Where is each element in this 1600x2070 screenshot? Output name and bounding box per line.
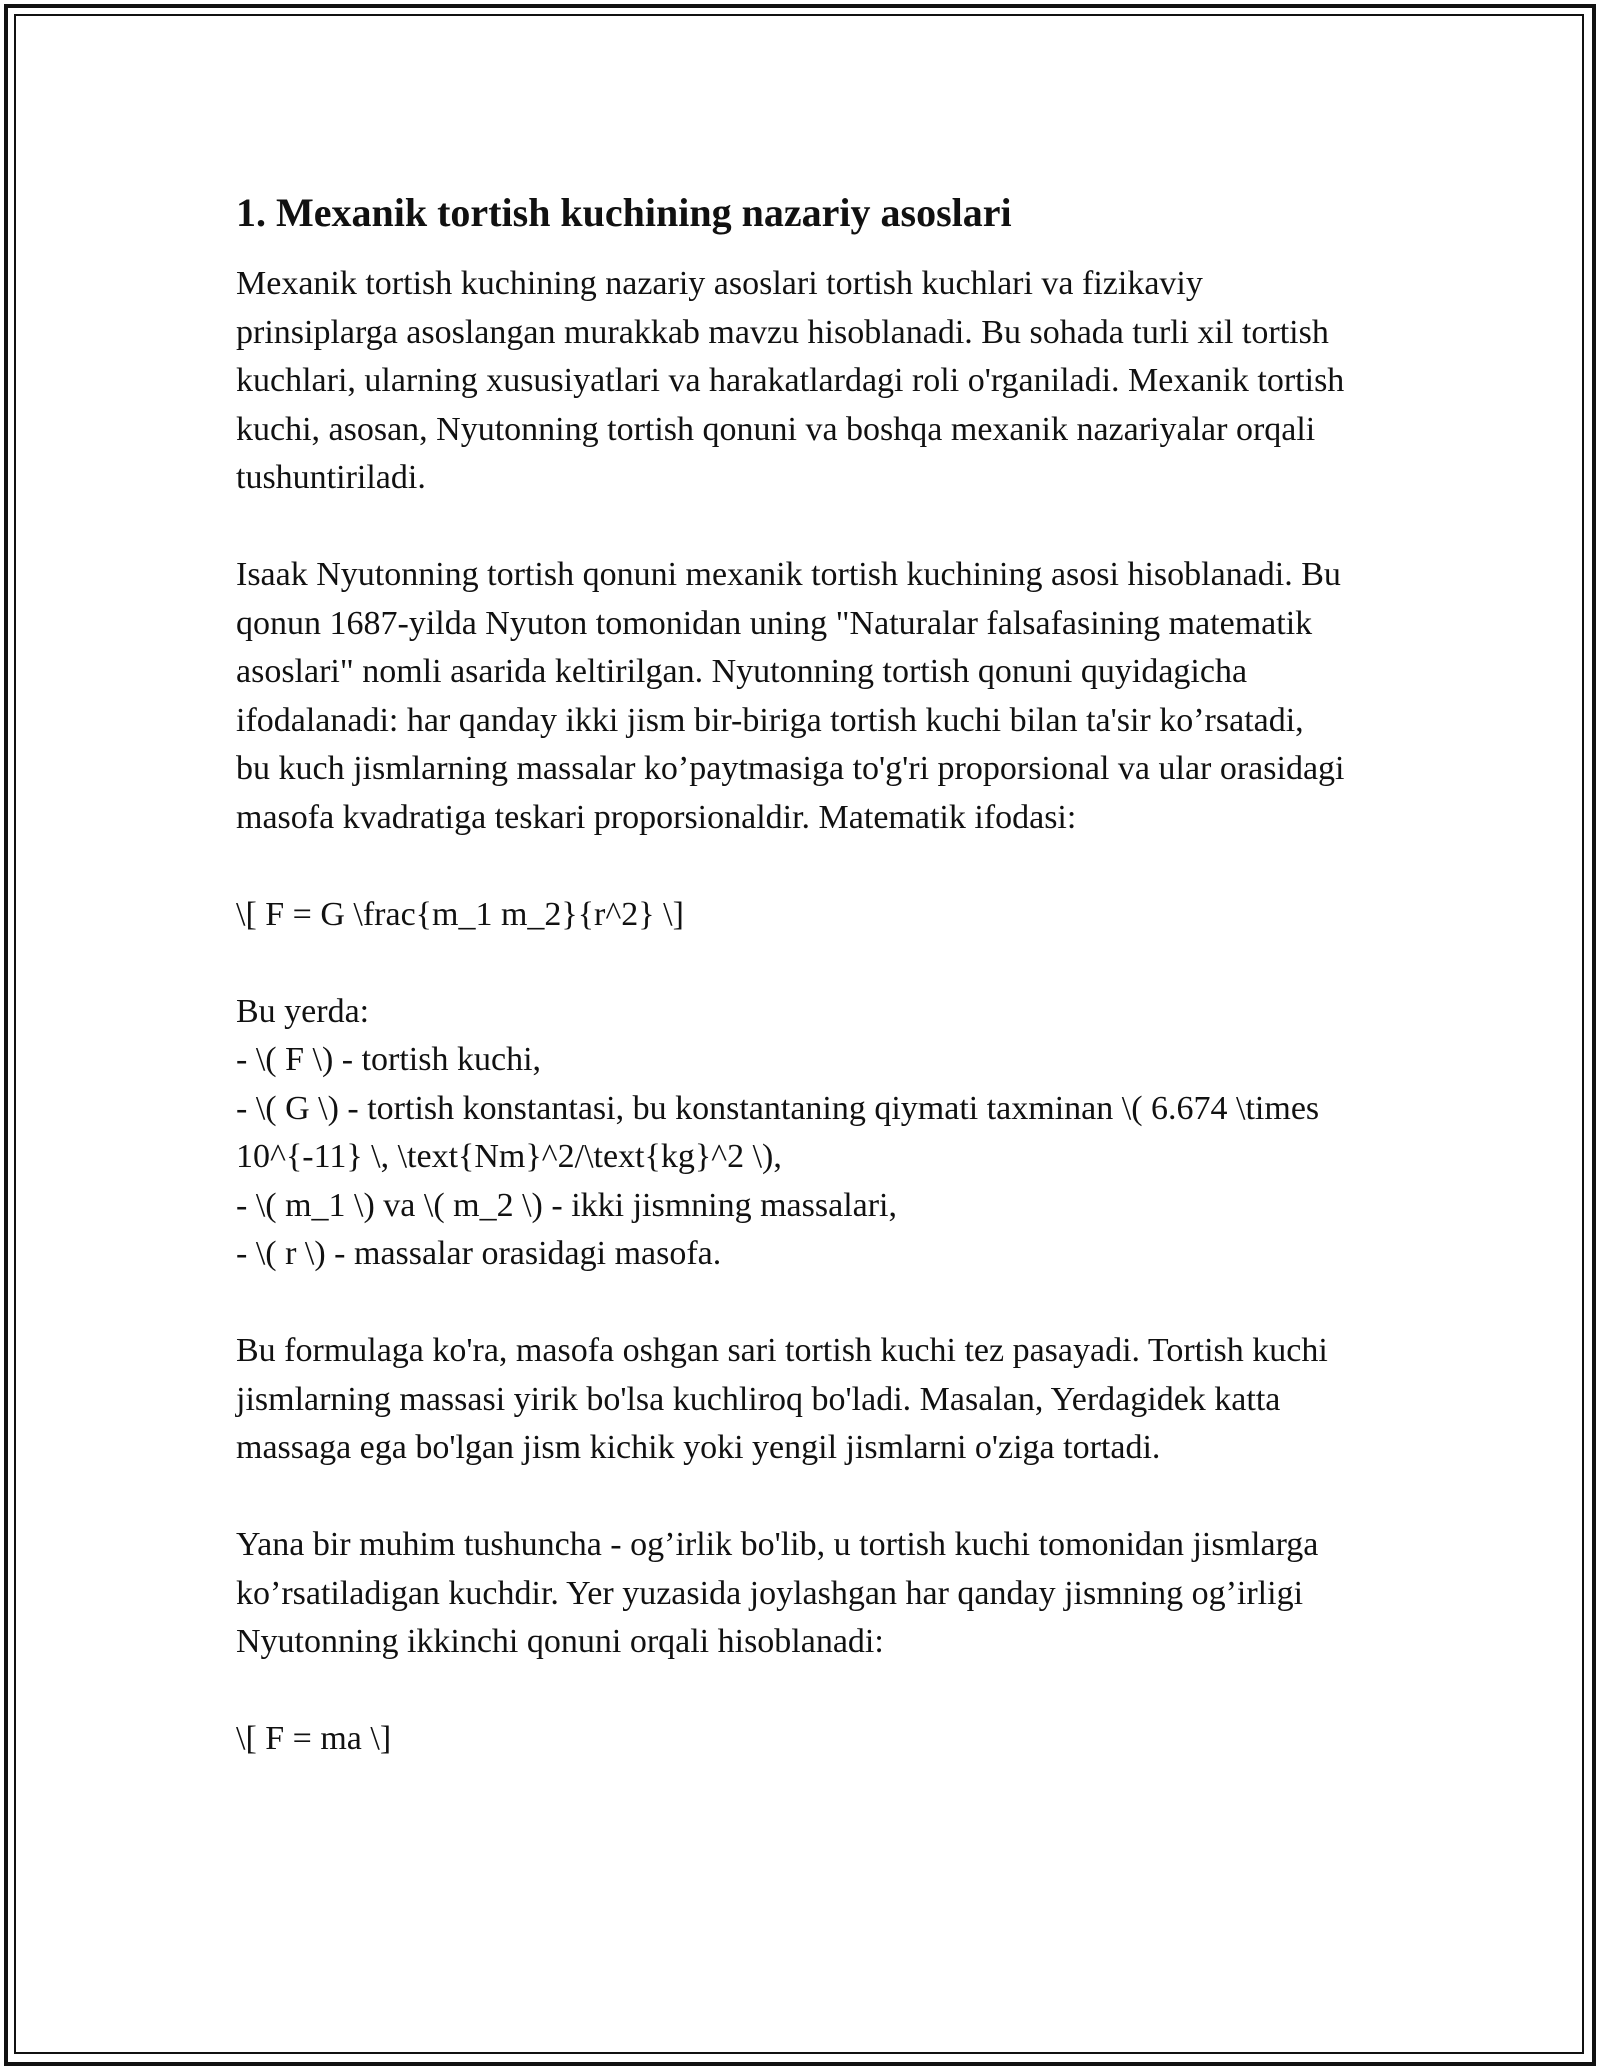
paragraph-weight: Yana bir muhim tushuncha - og’irlik bo'lib, u tortish kuchi tomonidan jismlarga ko’rsatiladigan kuchdir. Yer yuzasida joylashgan har qanday jismning og’irligi Nyutonning ikkinchi qonuni orqali hisoblanadi: (236, 1526, 1319, 1660)
paragraph-formula-explanation: Bu formulaga ko'ra, masofa oshgan sari tortish kuchi tez pasayadi. Tortish kuchi jismlarning massasi yirik bo'lsa kuchliroq bo'ladi. Masalan, Yerdagidek katta massaga ega bo'lgan jism kichik yoki yengil jismlarni o'ziga tortadi. (236, 1332, 1328, 1466)
formula-second-law: \[ F = ma \] (236, 1720, 392, 1757)
document-body (236, 188, 1346, 1812)
formula-gravitation: \[ F = G \frac{m_1 m_2}{r^2} \] (236, 895, 684, 933)
formula-definitions: Bu yerda: - \( F \) - tortish kuchi, - \( G \) - tortish konstantasi, bu konstantaning qiymati taxminan \( 6.674 \times 10^{-11} \, \text{Nm}^2/\text{kg}^2 \), - \( m_1 \) va \( m_2 \) - ikki jismning massalari, - \( r \) - massalar orasidagi masofa. (236, 992, 1320, 1272)
paragraph-newton-law: Isaak Nyutonning tortish qonuni mexanik tortish kuchining asosi hisoblanadi. Bu qonun 1687-yilda Nyuton tomonidan uning "Naturalar falsafasining matematik asoslari" nomli asarida keltirilgan. Nyutonning tortish qonuni quyidagicha ifodalanadi: har qanday ikki jism bir-biriga tortish kuchi bilan ta'sir ko’rsatadi, bu kuch jismlarning massalar ko’paytmasiga to'g'ri proporsional va ular orasidagi masofa kvadratiga teskari proporsionaldir. Matematik ifodasi: (236, 556, 1345, 836)
section-heading: 1. Mexanik tortish kuchining nazariy asoslari (236, 190, 1012, 235)
paragraph-intro: Mexanik tortish kuchining nazariy asoslari tortish kuchlari va fizikaviy prinsiplarga asoslangan murakkab mavzu hisoblanadi. Bu sohada turli xil tortish kuchlari, ularning xususiyatlari va harakatlardagi roli o'rganiladi. Mexanik tortish kuchi, asosan, Nyutonning tortish qonuni va boshqa mexanik nazariyalar orqali tushuntiriladi. (236, 265, 1345, 496)
